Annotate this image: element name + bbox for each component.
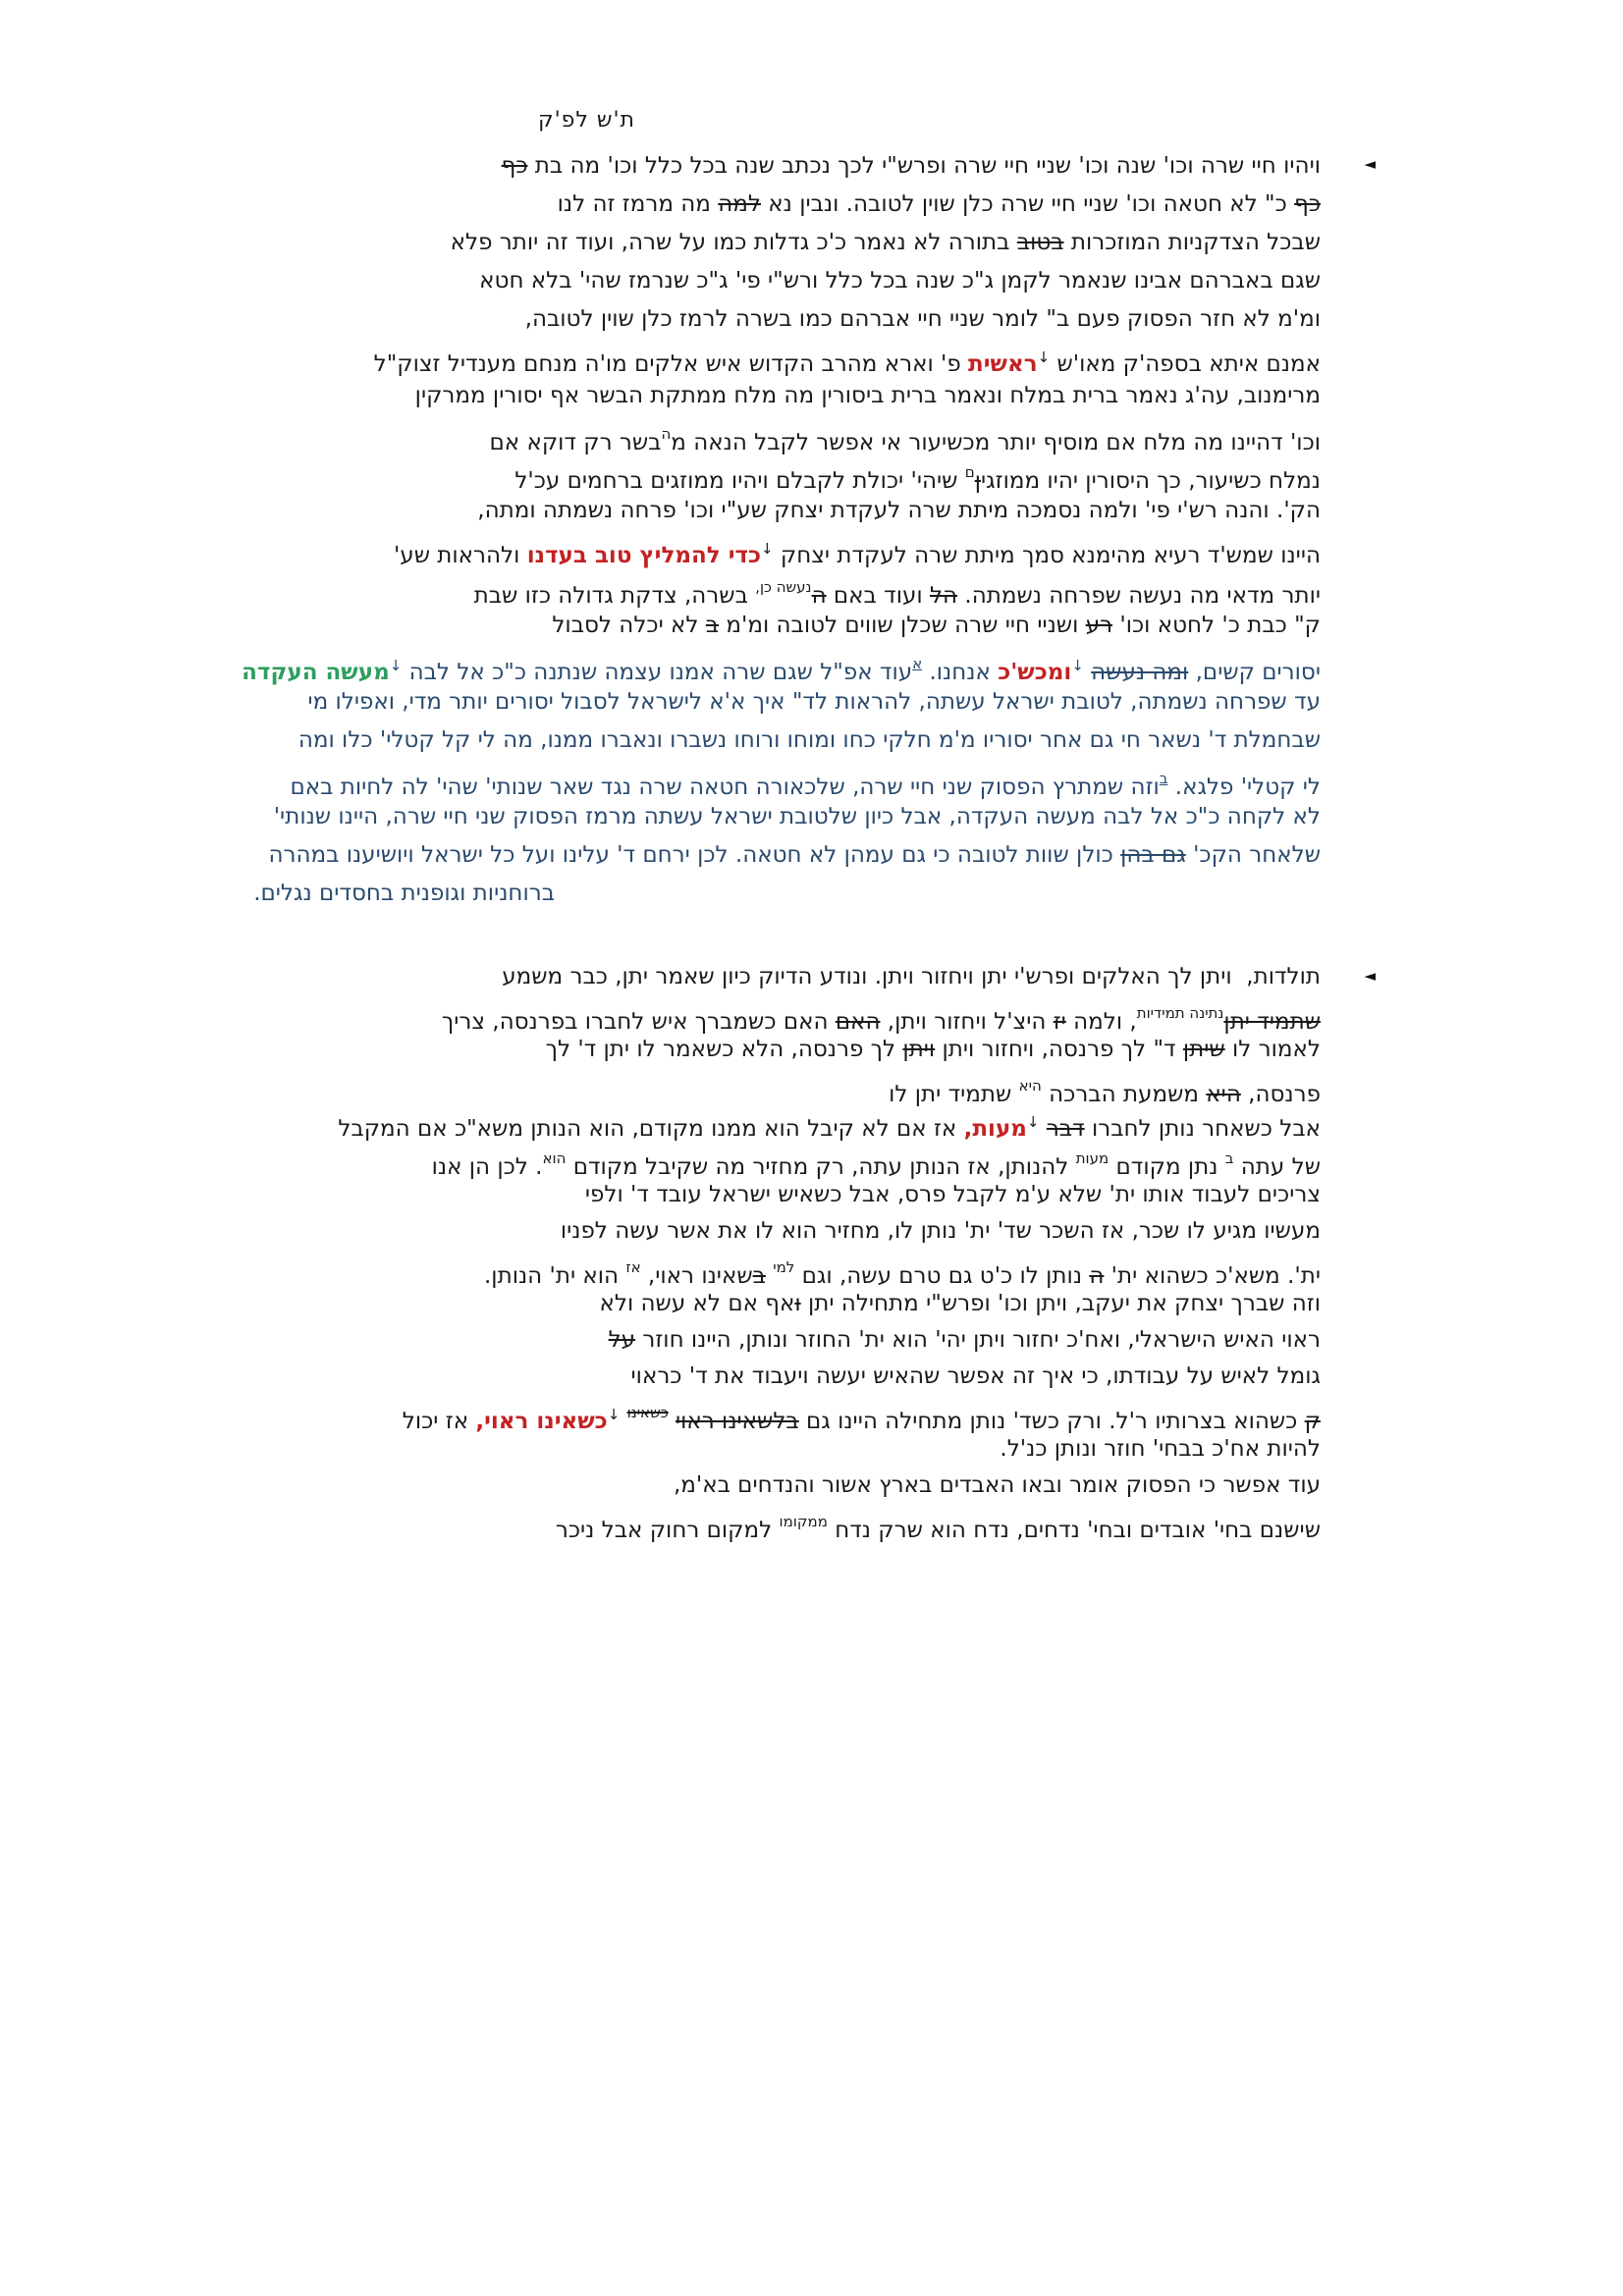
paragraph-marker-icon: ◄ [1364,155,1376,173]
struck-text: שיתן [1182,1037,1225,1062]
text-segment: ד" לך פרנסה, ויחזור ויתן [935,1037,1183,1062]
struck-text: בלשאינו ראוי [675,1409,799,1434]
text-line [133,224,1321,262]
struck-text: ויתן [902,1037,936,1062]
superscript-insertion: ם [964,463,975,481]
text-line [133,875,555,913]
struck-text: כף [501,153,528,179]
text-line [133,1504,1321,1543]
inserted-correction-red: כשאינו ראוי, [475,1409,608,1434]
text-segment: מרימנוב, עה'ג נאמר ברית במלח ונאמר ברית ביסורין מה מלח ממתקת הבשר אף יסורין ממרקין [414,383,1321,408]
text-line [133,995,1321,1035]
struck-text: ומה נעשה [1091,660,1189,685]
text-segment: עוד אפשר כי הפסוק אומר ובאו האבדים בארץ אשור והנדחים בא'מ, [673,1472,1321,1498]
text-line [133,836,1321,875]
struck-text: ה [811,583,827,609]
inserted-correction-green: מעשה העקדה [242,660,390,685]
superscript-insertion: נתינה תמידיות [1136,1004,1224,1022]
text-segment: לי קטלי' פלגא. [1167,774,1321,800]
superscript-insertion: למי [773,1258,795,1276]
text-line [133,798,1321,836]
text-segment: ומ'מ לא חזר הפסוק פעם ב" לומר שניי חיי אברהם כמו בשרה לרמז כלן שוין לטובה, [524,306,1321,332]
text-segment: אז אם לא קיבל הוא ממנו מקודם, הוא הנותן משא"כ אם המקבל [338,1116,964,1142]
text-line [133,645,1321,683]
text-segment: שיהי' יכולת לקבלם ויהיו ממוזגים ברחמים עכ'ל [514,468,965,494]
text-segment: הק'. והנה רש'י פי' ולמה נסמכה מיתת שרה לעקדת יצחק שע"י וכו' פרחה נשמתה ומתה, [477,498,1321,523]
text-segment: . לכן הן אנו [431,1154,543,1180]
text-segment: ועוד באם [826,583,930,609]
insertion-arrow-icon: ↓ [1026,1113,1040,1131]
superscript-insertion: הוא [542,1149,567,1167]
superscript-insertion: ב [1224,1149,1234,1167]
insertion-arrow-icon: ↓ [389,657,403,674]
footnote-letter: א [912,655,923,672]
text-line [133,1250,1321,1289]
inserted-correction-red: מעות, [963,1116,1027,1142]
text-segment: צריכים לעבוד אותו ית' שלא ע'מ לקבל פרס, אבל כשאיש ישראל עובד ד' ולפי [584,1182,1321,1207]
paragraph-chayei-sarah [133,147,1376,913]
text-segment: פ' וארא מהרב הקדוש איש אלקים מו'ה מנחם מענדיל זצוק"ל [373,351,969,377]
text-segment: משמעת הברכה [1041,1082,1207,1107]
text-segment: לא יכלה לסבול [552,613,706,638]
struck-text: יז [1053,1009,1066,1035]
text-segment: אנחנו. [922,660,999,685]
text-segment: ברוחניות וגופנית בחסדים נגלים. [253,881,555,906]
superscript-insertion: נעשה כן, [755,578,812,596]
text-segment: ראוי האיש הישראלי, ואח'כ יחזור ויתן יהי' הוא ית' החוזר ונותן, היינו חוזר [635,1327,1321,1353]
struck-text: האם [835,1009,881,1035]
text-segment: ויהיו חיי שרה וכו' שנה וכו' שניי חיי שרה ופרש"י לכך נכתב שנה בכל כלל וכו' מה בת [527,153,1321,179]
text-segment: תולדות, ויתן לך האלקים ופרש'י יתן ויחזור ויתן. ונודע הדיוק כיון שאמר יתן, כבר משמע [502,964,1321,989]
insertion-arrow-icon: ↓ [1037,348,1051,366]
text-line [133,1141,1321,1180]
text-segment: נמלח כשיעור, כך היסורין יהיו ממוזגי [981,468,1321,494]
text-segment: שבחמלת ד' נשאר חי גם אחר יסוריו מ'מ חלקי כחו ומוחו ורוחו נשברו ונאברו ממנו, מה לי קל קטלי' כלו ומה [298,727,1321,753]
struck-text: ו [794,1291,801,1316]
insertion-arrow-icon: ↓ [1071,657,1084,674]
text-line [133,1468,1321,1504]
text-line [133,1032,1321,1068]
paragraph-toldos [133,959,1376,1543]
struck-text: ק [1304,1409,1321,1434]
text-segment: לאמור לו [1224,1037,1321,1062]
text-segment: שתמיד יתן לו [889,1082,1019,1107]
struck-text: ב [705,613,720,638]
text-segment: אמנם איתא בספה'ק מאו'ש [1050,351,1321,377]
struck-text: גם בהן [1120,842,1186,868]
text-segment: ית'. משא'כ כשהוא ית' [1104,1263,1321,1289]
text-segment: הוא ית' הנותן. [484,1263,626,1289]
text-segment: היינו שמש'ד רעיא מהימנא סמך מיתת שרה לעקדת יצחק [773,543,1321,568]
text-segment: של עתה [1233,1154,1321,1180]
text-line [133,492,1321,530]
text-segment: נתן מקודם [1109,1154,1225,1180]
text-line [133,262,1321,300]
text-line [133,415,1321,454]
text-segment: ושניי חיי שרה שכלן שווים לטובה ומ'מ [719,613,1086,638]
text-line [133,454,1321,492]
text-segment: להיות אח'כ בבחי' חוזר ונותן כנ'ל. [1000,1436,1321,1462]
text-segment: נותן לו כ'ט גם טרם עשה, וגם [794,1263,1090,1289]
superscript-insertion: אז [625,1258,641,1276]
text-line [133,339,1321,377]
struck-text: הל [929,583,958,609]
text-segment: פרנסה, [1240,1082,1321,1107]
text-segment: שישנם בחי' אובדים ובחי' נדחים, נדח הוא שרק נדח [827,1518,1321,1543]
struck-text: על [608,1327,636,1353]
text-segment: להנותן, אז הנותן עתה, רק מחזיר מה שקיבל מקודם [566,1154,1076,1180]
text-segment: אף אם לא עשה ולא [599,1291,795,1316]
inserted-correction-red: ומכש'כ [998,660,1072,685]
text-segment: יסורים קשים, [1188,660,1321,685]
text-line [133,1068,1321,1107]
text-segment: האם כשמברך איש לחברו בפרנסה, צריך [441,1009,836,1035]
text-line [133,568,1321,607]
text-segment: שבכל הצדקניות המוזכרות [1063,230,1321,255]
text-segment: למקום רחוק אבל ניכר [555,1518,780,1543]
page-header-date: ת'ש לפ'ק [538,108,635,133]
paragraph-marker-icon: ◄ [1364,967,1376,985]
superscript-insertion: מעות [1075,1149,1109,1167]
text-line [133,1395,1321,1434]
text-segment: מעשיו מגיע לו שכר, אז השכר שד' ית' נותן לו, מחזיר הוא לו את אשר עשה לפניו [560,1218,1321,1244]
text-segment: לא לקחה כ"כ אל לבה מעשה העקדה, אבל כיון שלטובת ישראל עשתה מרמז הפסוק שני חיי שרה, היינו שנותי' [273,804,1321,829]
superscript-insertion: ה [661,425,672,443]
footnote-letter: ב [1159,770,1168,787]
text-line [133,300,1321,339]
struck-text: למה [718,191,761,217]
text-line [133,1359,1321,1395]
text-segment: גומל לאיש על עבודתו, כי איך זה אפשר שהאיש יעשה ויעבוד את ד' כראוי [630,1363,1321,1389]
text-segment: שאינו ראוי, [640,1263,753,1289]
superscript-insertion: ממקומו [779,1513,828,1530]
text-segment: בשר רק דוקא אם [489,430,662,455]
text-segment: מה מרמז זה לנו [557,191,719,217]
text-line [133,147,1321,186]
struck-text: שתמיד יתן [1223,1009,1321,1035]
superscript-insertion: היא [1018,1077,1042,1095]
struck-text: כף [1294,191,1321,217]
text-segment: כ" לא חטאה וכו' שניי חיי שרה כלן שוין לטובה. ונבין נא [760,191,1295,217]
text-segment: בתורה לא נאמר כ'כ גדלות כמו על שרה, ועוד זה יותר פלא [450,230,1017,255]
text-segment: אבל כשאחר נותן לחברו [1084,1116,1321,1142]
text-line [133,530,1321,568]
text-segment: וזה שברך יצחק את יעקב, ויתן וכו' ופרש"י מתחילה יתן [800,1291,1321,1316]
inserted-correction-red: ראשית [968,351,1038,377]
text-segment: כשהוא בצרותיו ר'ל. ורק כשד' נותן מתחילה היינו גם [798,1409,1305,1434]
text-line [133,683,1321,721]
text-segment: לך פרנסה, הלא כשאמר לו יתן ד' לך [545,1037,903,1062]
text-segment: וכו' דהיינו מה מלח אם מוסיף יותר מכשיעור אי אפשר לקבל הנאה מ [671,430,1321,455]
struck-text: ב [752,1263,766,1289]
struck-text: בטוב [1016,230,1064,255]
text-line [133,377,1321,415]
text-line [133,721,1321,760]
insertion-arrow-icon: ↓ [761,540,774,558]
text-segment: יותר מדאי מה נעשה שפרחה נשמתה. [957,583,1321,609]
text-line [133,1322,1321,1359]
text-segment: ק" כבת כ' לחטא וכו' [1112,613,1321,638]
text-segment: עוד אפ"ל שגם שרה אמנו עצמה שנתנה כ"כ אל לבה [402,660,913,685]
text-segment: וזה שמתרץ הפסוק שני חיי שרה, שלכאורה חטאה שרה נגד שאר שנותי' שהי' לה לחיות באם [290,774,1160,800]
text-line [133,1177,1321,1213]
text-segment: אז יכול [402,1409,476,1434]
struck-text: דבר [1046,1116,1085,1142]
text-line [133,1431,1321,1468]
text-segment: כולן שוות לטובה כי גם עמהן לא חטאה. לכן ירחם ד' עלינו ועל כל ישראל ויושיענו במהרה [268,842,1121,868]
text-segment: שלאחר הקכ' [1185,842,1321,868]
text-segment: עד שפרחה נשמתה, לטובת ישראל עשתה, להראות לד" איך א'א לישראל לסבול יסורים יותר מדי, ואפילו מי [307,689,1321,715]
text-line [133,1213,1321,1250]
text-segment: , ולמה [1065,1009,1137,1035]
text-segment: שגם באברהם אבינו שנאמר לקמן ג"כ שנה בכל כלל ורש"י פי' ג"כ שנרמז שהי' בלא חטא [479,268,1321,294]
text-line [133,1286,1321,1322]
text-segment [1040,1116,1047,1142]
text-line [133,959,1321,995]
text-line [133,760,1321,798]
insertion-arrow-icon: ↓ [607,1406,621,1423]
struck-text: ה [1089,1263,1105,1289]
text-line [133,186,1321,224]
text-segment: בשרה, צדקת גדולה כזו שבת [473,583,756,609]
superscript-struck: כשאינו [626,1404,669,1421]
struck-text: רע [1085,613,1113,638]
text-segment: היצ'ל ויחזור ויתן, [880,1009,1054,1035]
text-line [133,1104,1321,1141]
inserted-correction-red: כדי להמליץ טוב בעדנו [526,543,762,568]
struck-text: היא [1206,1082,1241,1107]
struck-text: ן [974,468,981,494]
text-segment: ולהראות שע' [393,543,527,568]
text-line [133,607,1321,645]
